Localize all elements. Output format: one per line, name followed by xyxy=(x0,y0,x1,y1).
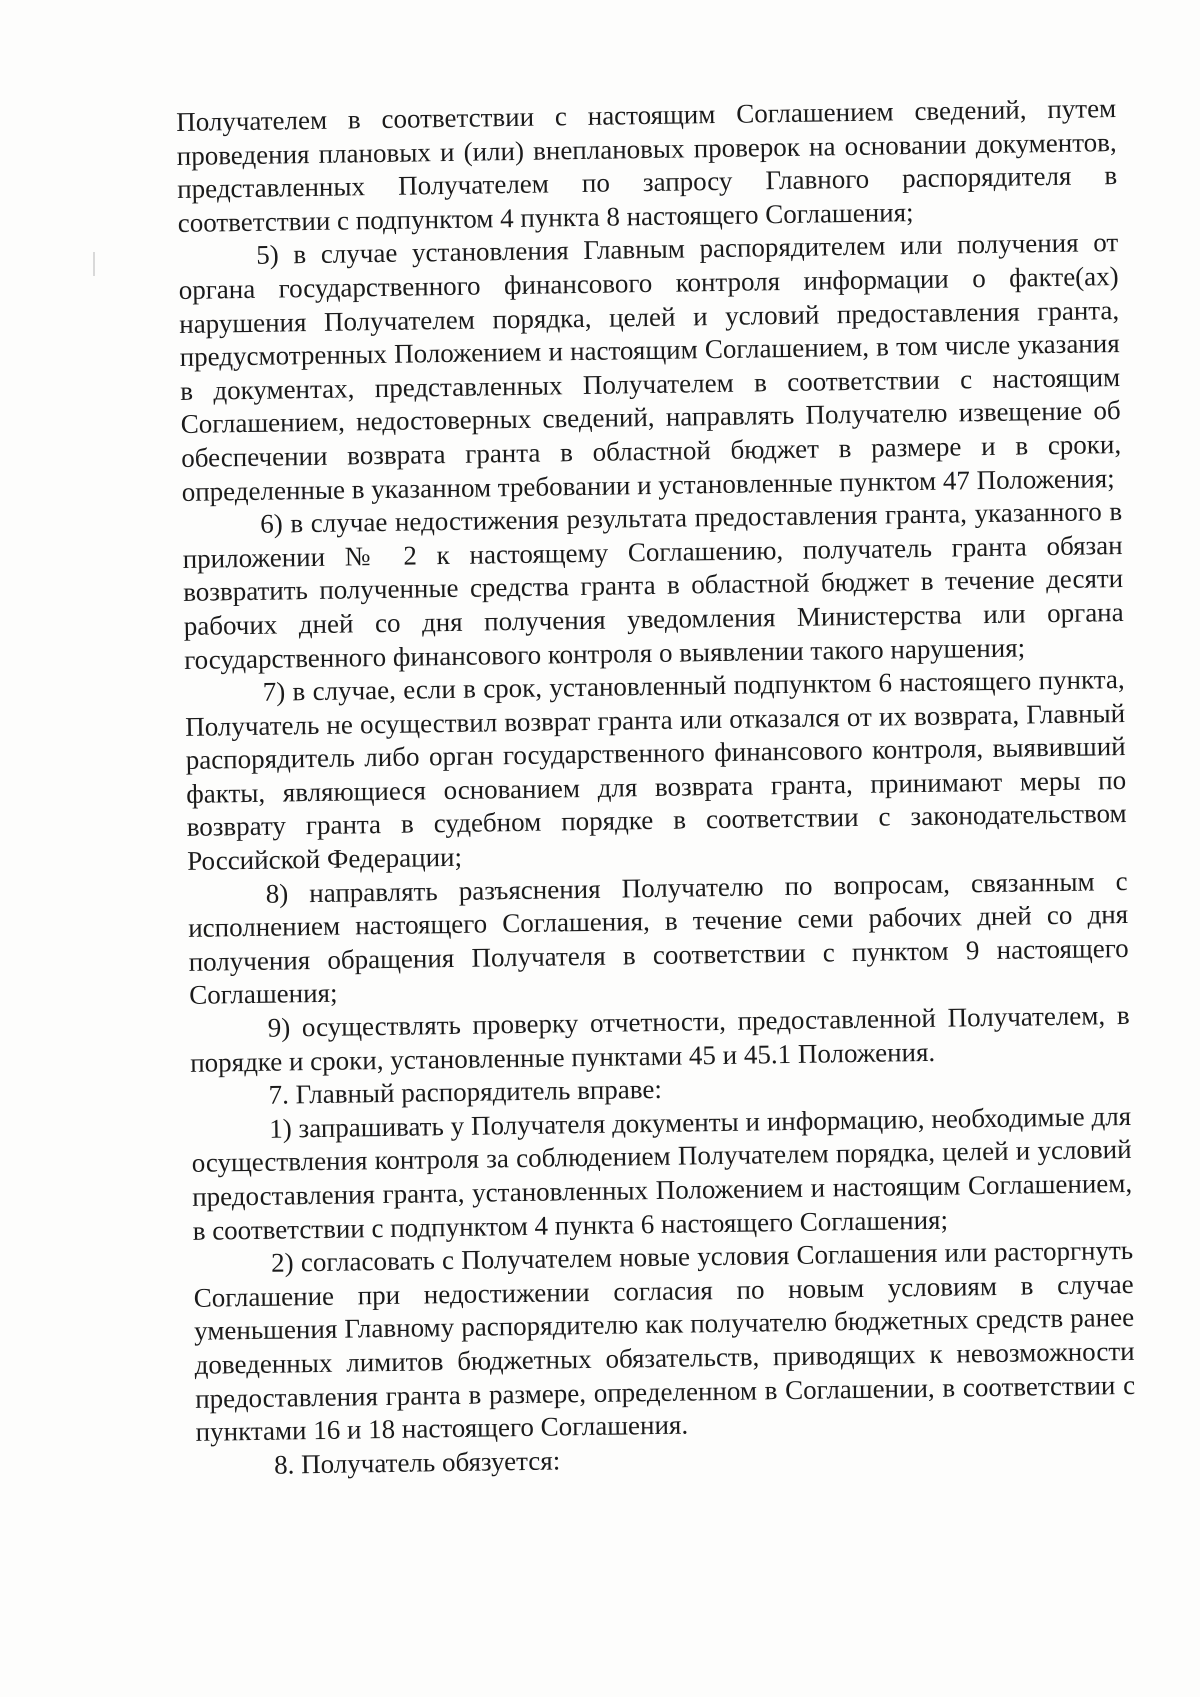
paragraph-item-6-6: 6) в случае недостижения результата предоставления гранта, указанного в приложении № 2 к настоящему Соглашению, получатель гранта обязан возвратить полученные средства гранта в областной бюджет в течение десяти рабочих дней со дня получения уведомления Министерства или органа государственного финансового контроля о выявлении такого нарушения; xyxy=(182,496,1124,675)
paragraph-item-7-2: 2) согласовать с Получателем новые условия Соглашения или расторгнуть Соглашение при недостижении согласия по новым условиям в случае уменьшения Главному распорядителю как получателю бюджетных средств ранее доведенных лимитов бюджетных обязательств, приводящих к невозможности предоставления гранта в размере, определенном в Соглашении, в соответствии с пунктами 16 и 18 настоящего Соглашения. xyxy=(193,1235,1136,1448)
paragraph-item-6-8: 8) направлять разъяснения Получателю по вопросам, связанным с исполнением настоящего Соглашения, в течение семи рабочих дней со дня получения обращения Получателя в соответствии с пунктом 9 настоящего Соглашения; xyxy=(187,865,1129,1011)
paragraph-item-6-9: 9) осуществлять проверку отчетности, предоставленной Получателем, в порядке и сроки, установленные пунктами 45 и 45.1 Положения. xyxy=(189,999,1130,1078)
paragraph-item-6-7: 7) в случае, если в срок, установленный подпунктом 6 настоящего пункта, Получатель не осуществил возврат гранта или отказался от их возврата, Главный распорядитель либо орган государственного финансового контроля, выявивший факты, являющиеся основанием для возврата гранта, принимают меры по возврату гранта в судебном порядке в соответствии с законодательством Российской Федерации; xyxy=(184,664,1127,876)
paragraph-continued: Получателем в соответствии с настоящим Соглашением сведений, путем проведения плановых и (или) внеплановых проверок на основании документов, представленных Получателем по запросу Главного распорядителя в соответствии с подпунктом 4 пункта 8 настоящего Соглашения; xyxy=(176,93,1118,238)
section-7-heading: 7. Главный распорядитель вправе: xyxy=(268,1074,663,1110)
document-body xyxy=(176,92,1136,1483)
scan-artifact xyxy=(93,252,95,276)
paragraph-item-6-5: 5) в случае установления Главным распорядителем или получения от органа государственного финансового контроля информации о факте(ах) нарушения Получателем порядка, целей и условий предоставления гранта, предусмотренных Положением и настоящим Соглашением, в том числе указания в документах, представленных Получателем в соответствии с настоящим Соглашением, недостоверных сведений, направлять Получателю извещение об обеспечении возврата гранта в областной бюджет в размере и в сроки, определенные в указанном требовании и установленные пунктом 47 Положения; xyxy=(178,227,1122,507)
section-8-heading: 8. Получатель обязуется: xyxy=(273,1445,561,1480)
paragraph-item-7-1: 1) запрашивать у Получателя документы и информацию, необходимые для осуществления контроля за соблюдением Получателем порядка, целей и условий предоставления гранта, установленных Положением и настоящим Соглашением, в соответствии с подпунктом 4 пункта 6 настоящего Соглашения; xyxy=(191,1100,1133,1246)
